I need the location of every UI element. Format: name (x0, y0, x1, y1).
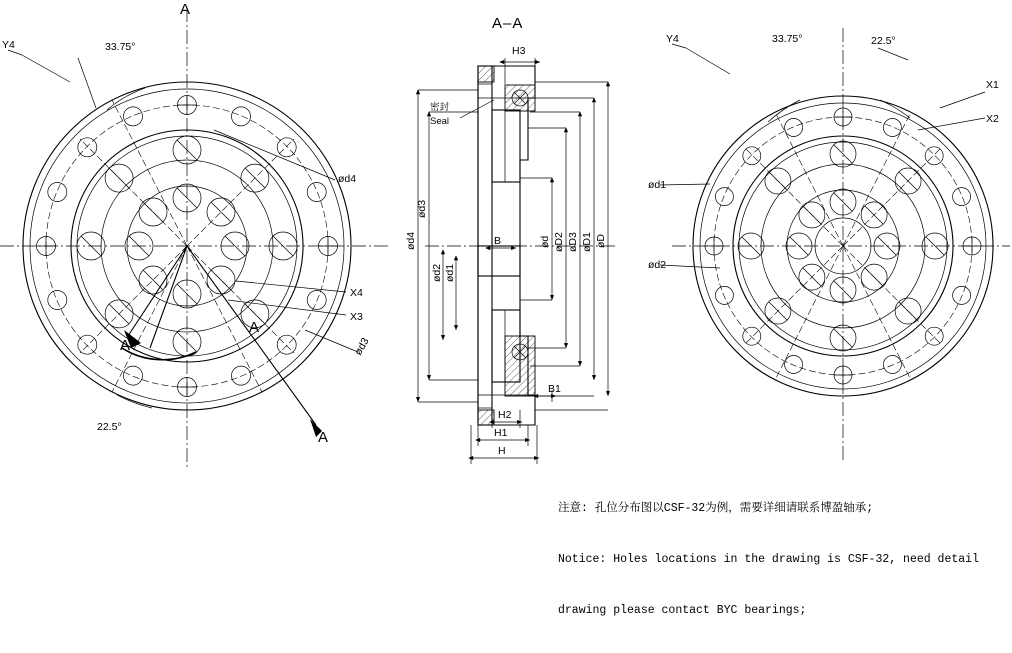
right-face-view (648, 28, 1010, 462)
left-face-view (0, 1, 390, 470)
left-section-mark-a-bottomright: A (318, 429, 330, 446)
left-angle-arc-1 (107, 88, 145, 110)
left-label-x4: X4 (350, 287, 363, 299)
section-label-D2: øD2 (553, 232, 565, 252)
section-label-b: B (494, 235, 502, 247)
section-view (405, 15, 618, 464)
left-section-mark-a-inner2: A (249, 319, 261, 336)
section-hatch-top-left (478, 66, 494, 82)
section-view-title: A–A (492, 15, 524, 32)
section-label-D3: øD3 (567, 232, 579, 252)
section-seal-leader (460, 100, 494, 118)
right-leader-lines (660, 44, 985, 268)
section-label-d4: ød4 (405, 231, 417, 250)
right-label-d1: ød1 (648, 179, 667, 191)
section-label-h: H (498, 445, 506, 457)
section-label-d-small: ød (539, 235, 551, 248)
right-label-angle-225: 22.5° (871, 35, 896, 47)
right-label-y4: Y4 (666, 33, 679, 45)
section-label-h1: H1 (494, 427, 508, 439)
section-label-seal-cn: 密封 (430, 102, 450, 113)
left-section-mark-a-inner1: A (120, 337, 132, 354)
section-label-seal-en: Seal (430, 116, 450, 127)
notice-line-en-2: drawing please contact BYC bearings; (558, 604, 807, 617)
left-label-d4: ød4 (338, 173, 357, 185)
section-label-h2: H2 (498, 409, 512, 421)
section-ring-upper (492, 110, 520, 182)
right-label-d2: ød2 (648, 259, 667, 271)
left-section-mark-a-top: A (180, 1, 192, 18)
section-label-d3: ød3 (416, 199, 428, 218)
section-label-D1: øD1 (581, 232, 593, 252)
left-label-x3: X3 (350, 311, 363, 323)
section-hatch-bottom-left (478, 410, 494, 425)
notice-block (558, 466, 1010, 653)
left-section-arrow-stems (124, 246, 322, 437)
left-label-d3: ød3 (352, 335, 372, 358)
right-label-angle-3375: 33.75° (772, 33, 803, 45)
notice-line-en-1: Notice: Holes locations in the drawing is CSF-32, need detail (558, 553, 979, 566)
left-section-arc (122, 348, 196, 360)
section-label-h3: H3 (512, 45, 526, 57)
section-label-d1: ød1 (444, 263, 456, 282)
notice-line-cn: 注意: 孔位分布图以CSF-32为例，需要详细请联系博盈轴承; (558, 502, 874, 515)
right-label-x1: X1 (986, 79, 999, 91)
left-label-angle-225: 22.5° (97, 421, 122, 433)
right-label-x2: X2 (986, 113, 999, 125)
section-label-b1: B1 (548, 383, 561, 395)
section-label-D: øD (595, 234, 607, 248)
left-label-angle-3375: 33.75° (105, 41, 136, 53)
section-label-d2: ød2 (431, 263, 443, 282)
left-label-y4: Y4 (2, 39, 15, 51)
section-ring-mid (478, 246, 520, 276)
section-bottom-dims (469, 390, 556, 464)
